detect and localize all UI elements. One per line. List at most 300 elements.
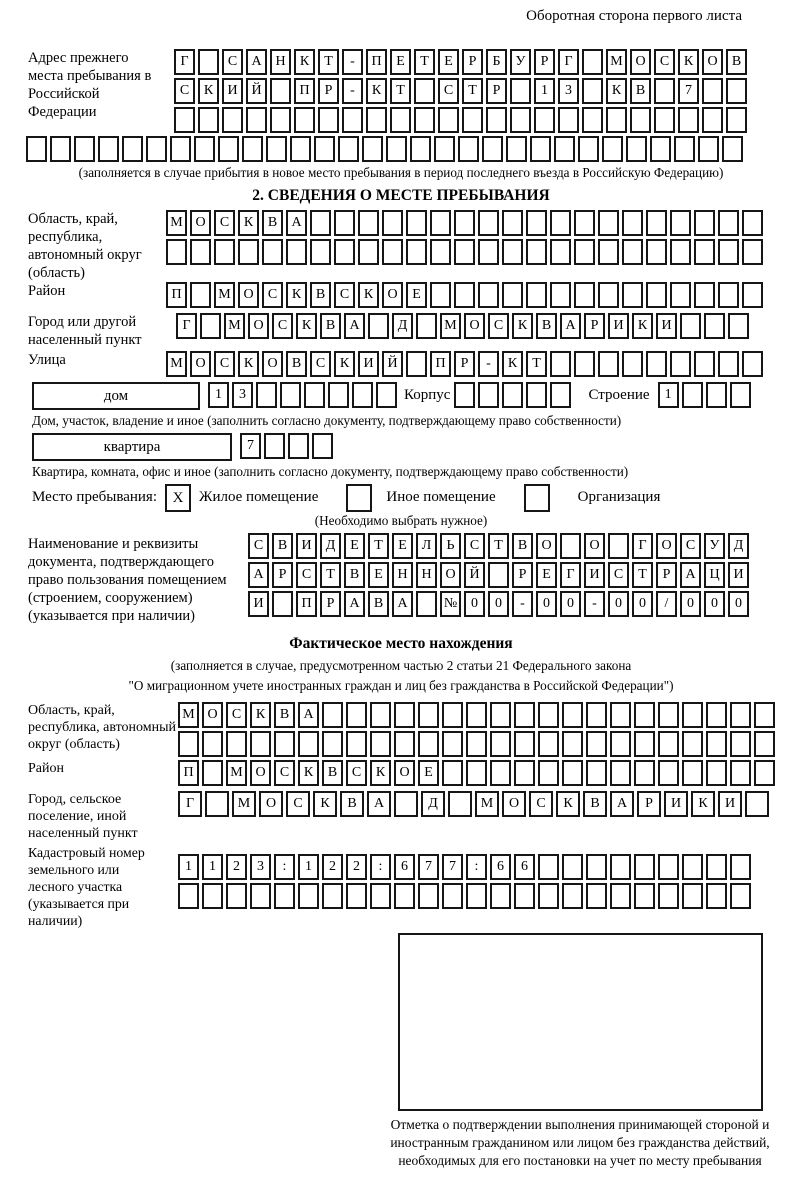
char-cell[interactable]: Р [318,78,339,104]
char-cell[interactable] [358,210,379,236]
char-cell[interactable]: П [296,591,317,617]
char-cell[interactable]: В [310,282,331,308]
char-cell[interactable] [502,382,523,408]
char-cell[interactable] [682,382,703,408]
char-cell[interactable]: О [259,791,283,817]
char-cell[interactable] [490,883,511,909]
char-cell[interactable] [670,210,691,236]
char-cell[interactable]: А [367,791,391,817]
char-cell[interactable] [730,731,751,757]
char-cell[interactable] [205,791,229,817]
char-cell[interactable]: Е [418,760,439,786]
char-cell[interactable] [754,702,775,728]
char-cell[interactable]: К [606,78,627,104]
char-cell[interactable]: К [286,282,307,308]
char-cell[interactable] [238,239,259,265]
char-cell[interactable] [482,136,503,162]
char-cell[interactable] [214,239,235,265]
char-cell[interactable]: К [502,351,523,377]
char-cell[interactable] [610,854,631,880]
char-cell[interactable]: Р [637,791,661,817]
char-cell[interactable]: 0 [608,591,629,617]
char-cell[interactable] [626,136,647,162]
char-cell[interactable]: П [294,78,315,104]
char-cell[interactable]: Д [392,313,413,339]
char-cell[interactable] [730,382,751,408]
char-cell[interactable]: Е [368,562,389,588]
char-cell[interactable]: М [606,49,627,75]
char-cell[interactable]: К [366,78,387,104]
char-cell[interactable] [634,854,655,880]
char-cell[interactable]: Р [584,313,605,339]
char-cell[interactable]: С [464,533,485,559]
char-cell[interactable]: Т [368,533,389,559]
char-cell[interactable]: 1 [208,382,229,408]
char-cell[interactable] [510,78,531,104]
char-cell[interactable] [194,136,215,162]
char-cell[interactable] [406,351,427,377]
char-cell[interactable]: К [512,313,533,339]
char-cell[interactable] [562,883,583,909]
char-cell[interactable] [654,78,675,104]
char-cell[interactable]: 6 [394,854,415,880]
char-cell[interactable] [414,78,435,104]
char-cell[interactable] [418,702,439,728]
char-cell[interactable]: В [272,533,293,559]
char-cell[interactable]: П [178,760,199,786]
char-cell[interactable]: М [178,702,199,728]
char-cell[interactable] [328,382,349,408]
char-cell[interactable] [376,382,397,408]
char-cell[interactable]: О [702,49,723,75]
char-cell[interactable]: : [370,854,391,880]
char-cell[interactable]: 2 [346,854,367,880]
char-cell[interactable] [514,883,535,909]
char-cell[interactable] [442,702,463,728]
char-cell[interactable]: С [222,49,243,75]
char-cell[interactable] [526,210,547,236]
char-cell[interactable] [174,107,195,133]
char-cell[interactable] [658,883,679,909]
char-cell[interactable] [728,313,749,339]
char-cell[interactable]: Й [246,78,267,104]
char-cell[interactable]: 0 [632,591,653,617]
char-cell[interactable]: 1 [658,382,679,408]
char-cell[interactable] [202,883,223,909]
char-cell[interactable] [694,351,715,377]
apartment-field-box[interactable]: квартира [32,433,232,461]
char-cell[interactable]: Д [320,533,341,559]
char-cell[interactable] [706,382,727,408]
char-cell[interactable]: К [678,49,699,75]
char-cell[interactable] [394,883,415,909]
char-cell[interactable] [50,136,71,162]
char-cell[interactable] [358,239,379,265]
char-cell[interactable]: С [529,791,553,817]
char-cell[interactable] [622,239,643,265]
char-cell[interactable] [394,791,418,817]
char-cell[interactable]: С [310,351,331,377]
char-cell[interactable] [562,760,583,786]
char-cell[interactable] [550,239,571,265]
char-cell[interactable]: Г [558,49,579,75]
char-cell[interactable]: А [344,313,365,339]
char-cell[interactable] [622,351,643,377]
char-cell[interactable]: И [222,78,243,104]
char-cell[interactable]: Л [416,533,437,559]
char-cell[interactable]: Г [174,49,195,75]
char-cell[interactable] [606,107,627,133]
char-cell[interactable]: И [248,591,269,617]
char-cell[interactable]: 3 [558,78,579,104]
char-cell[interactable]: Г [178,791,202,817]
char-cell[interactable] [414,107,435,133]
char-cell[interactable]: Е [344,533,365,559]
char-cell[interactable]: В [262,210,283,236]
char-cell[interactable]: Р [462,49,483,75]
char-cell[interactable] [170,136,191,162]
char-cell[interactable] [646,282,667,308]
char-cell[interactable]: У [704,533,725,559]
char-cell[interactable]: К [250,702,271,728]
char-cell[interactable] [706,702,727,728]
char-cell[interactable] [670,239,691,265]
char-cell[interactable] [490,731,511,757]
char-cell[interactable] [352,382,373,408]
char-cell[interactable]: Н [416,562,437,588]
char-cell[interactable] [654,107,675,133]
char-cell[interactable]: Г [176,313,197,339]
char-cell[interactable] [322,731,343,757]
char-cell[interactable]: 3 [232,382,253,408]
char-cell[interactable]: М [226,760,247,786]
char-cell[interactable] [658,702,679,728]
char-cell[interactable] [262,239,283,265]
char-cell[interactable] [558,107,579,133]
char-cell[interactable] [742,210,763,236]
char-cell[interactable]: О [536,533,557,559]
char-cell[interactable] [290,136,311,162]
char-cell[interactable]: Р [656,562,677,588]
char-cell[interactable]: У [510,49,531,75]
char-cell[interactable] [694,282,715,308]
char-cell[interactable]: 1 [202,854,223,880]
char-cell[interactable] [274,883,295,909]
char-cell[interactable] [658,731,679,757]
char-cell[interactable] [538,883,559,909]
char-cell[interactable] [246,107,267,133]
checkbox-organization[interactable] [524,484,550,512]
checkbox-other-premises[interactable] [346,484,372,512]
char-cell[interactable] [670,351,691,377]
char-cell[interactable] [410,136,431,162]
char-cell[interactable]: Й [464,562,485,588]
char-cell[interactable]: И [296,533,317,559]
char-cell[interactable] [646,210,667,236]
char-cell[interactable]: Т [414,49,435,75]
char-cell[interactable]: К [556,791,580,817]
char-cell[interactable]: : [274,854,295,880]
char-cell[interactable] [466,760,487,786]
char-cell[interactable] [74,136,95,162]
char-cell[interactable]: М [440,313,461,339]
char-cell[interactable]: М [475,791,499,817]
char-cell[interactable] [646,351,667,377]
char-cell[interactable]: Р [454,351,475,377]
char-cell[interactable] [550,351,571,377]
char-cell[interactable]: Р [272,562,293,588]
char-cell[interactable]: Т [632,562,653,588]
char-cell[interactable] [318,107,339,133]
char-cell[interactable]: А [344,591,365,617]
char-cell[interactable]: К [198,78,219,104]
char-cell[interactable]: 0 [704,591,725,617]
char-cell[interactable]: С [226,702,247,728]
char-cell[interactable] [704,313,725,339]
char-cell[interactable]: 0 [536,591,557,617]
char-cell[interactable]: Т [390,78,411,104]
char-cell[interactable] [342,107,363,133]
char-cell[interactable]: М [232,791,256,817]
char-cell[interactable] [226,731,247,757]
char-cell[interactable] [264,433,285,459]
char-cell[interactable]: 1 [298,854,319,880]
char-cell[interactable] [682,702,703,728]
char-cell[interactable] [478,239,499,265]
char-cell[interactable] [598,282,619,308]
char-cell[interactable]: С [248,533,269,559]
char-cell[interactable] [610,702,631,728]
char-cell[interactable] [698,136,719,162]
char-cell[interactable] [286,239,307,265]
char-cell[interactable]: Р [512,562,533,588]
char-cell[interactable]: О [464,313,485,339]
char-cell[interactable]: Т [488,533,509,559]
char-cell[interactable] [438,107,459,133]
char-cell[interactable] [466,883,487,909]
char-cell[interactable]: С [274,760,295,786]
char-cell[interactable]: В [322,760,343,786]
char-cell[interactable]: Е [536,562,557,588]
char-cell[interactable]: С [438,78,459,104]
char-cell[interactable] [490,702,511,728]
char-cell[interactable]: И [584,562,605,588]
char-cell[interactable]: 6 [490,854,511,880]
char-cell[interactable]: Е [392,533,413,559]
char-cell[interactable] [458,136,479,162]
char-cell[interactable] [560,533,581,559]
char-cell[interactable]: А [392,591,413,617]
char-cell[interactable]: А [560,313,581,339]
char-cell[interactable]: С [334,282,355,308]
char-cell[interactable] [610,731,631,757]
char-cell[interactable]: 7 [418,854,439,880]
char-cell[interactable]: 2 [226,854,247,880]
char-cell[interactable] [702,78,723,104]
char-cell[interactable] [430,282,451,308]
char-cell[interactable]: П [430,351,451,377]
char-cell[interactable] [718,239,739,265]
char-cell[interactable] [722,136,743,162]
char-cell[interactable]: С [680,533,701,559]
char-cell[interactable]: И [728,562,749,588]
char-cell[interactable] [694,239,715,265]
char-cell[interactable] [454,210,475,236]
char-cell[interactable] [718,351,739,377]
char-cell[interactable] [730,702,751,728]
char-cell[interactable]: К [298,760,319,786]
char-cell[interactable]: О [248,313,269,339]
char-cell[interactable] [730,883,751,909]
char-cell[interactable] [694,210,715,236]
char-cell[interactable] [270,107,291,133]
char-cell[interactable] [646,239,667,265]
char-cell[interactable] [346,731,367,757]
char-cell[interactable] [416,313,437,339]
char-cell[interactable] [562,702,583,728]
char-cell[interactable] [478,210,499,236]
char-cell[interactable] [478,382,499,408]
char-cell[interactable] [122,136,143,162]
char-cell[interactable] [678,107,699,133]
char-cell[interactable] [680,313,701,339]
char-cell[interactable] [582,78,603,104]
char-cell[interactable] [490,760,511,786]
char-cell[interactable] [514,702,535,728]
char-cell[interactable]: Т [526,351,547,377]
char-cell[interactable] [310,210,331,236]
char-cell[interactable] [218,136,239,162]
char-cell[interactable]: Н [392,562,413,588]
char-cell[interactable] [582,49,603,75]
char-cell[interactable] [574,351,595,377]
char-cell[interactable]: № [440,591,461,617]
char-cell[interactable]: - [342,49,363,75]
char-cell[interactable]: С [488,313,509,339]
char-cell[interactable]: А [248,562,269,588]
char-cell[interactable] [178,883,199,909]
char-cell[interactable]: 2 [322,854,343,880]
char-cell[interactable] [718,282,739,308]
char-cell[interactable] [466,731,487,757]
char-cell[interactable] [430,239,451,265]
char-cell[interactable] [650,136,671,162]
char-cell[interactable]: 1 [534,78,555,104]
char-cell[interactable] [550,210,571,236]
char-cell[interactable]: 0 [488,591,509,617]
char-cell[interactable] [448,791,472,817]
char-cell[interactable]: И [718,791,742,817]
char-cell[interactable]: Б [486,49,507,75]
char-cell[interactable]: О [630,49,651,75]
char-cell[interactable]: 6 [514,854,535,880]
char-cell[interactable] [730,760,751,786]
char-cell[interactable] [454,239,475,265]
char-cell[interactable] [386,136,407,162]
char-cell[interactable]: В [630,78,651,104]
char-cell[interactable] [442,760,463,786]
char-cell[interactable]: А [680,562,701,588]
char-cell[interactable]: : [466,854,487,880]
char-cell[interactable]: С [286,791,310,817]
char-cell[interactable] [314,136,335,162]
char-cell[interactable]: В [536,313,557,339]
char-cell[interactable] [562,854,583,880]
char-cell[interactable] [178,731,199,757]
char-cell[interactable]: О [202,702,223,728]
char-cell[interactable] [502,210,523,236]
checkbox-residential[interactable]: X [165,484,191,512]
char-cell[interactable]: К [632,313,653,339]
char-cell[interactable] [338,136,359,162]
char-cell[interactable] [550,282,571,308]
char-cell[interactable] [442,883,463,909]
char-cell[interactable]: В [512,533,533,559]
char-cell[interactable]: Д [421,791,445,817]
char-cell[interactable]: Т [320,562,341,588]
char-cell[interactable] [418,883,439,909]
char-cell[interactable] [454,282,475,308]
char-cell[interactable] [430,210,451,236]
char-cell[interactable] [622,282,643,308]
char-cell[interactable] [198,49,219,75]
char-cell[interactable]: А [246,49,267,75]
char-cell[interactable] [538,760,559,786]
char-cell[interactable]: - [584,591,605,617]
char-cell[interactable] [706,883,727,909]
char-cell[interactable]: Р [320,591,341,617]
char-cell[interactable] [506,136,527,162]
char-cell[interactable] [608,533,629,559]
char-cell[interactable] [726,78,747,104]
char-cell[interactable]: Ь [440,533,461,559]
char-cell[interactable]: А [610,791,634,817]
char-cell[interactable]: С [214,210,235,236]
char-cell[interactable] [718,210,739,236]
char-cell[interactable]: А [298,702,319,728]
char-cell[interactable]: / [656,591,677,617]
char-cell[interactable] [658,760,679,786]
char-cell[interactable] [346,702,367,728]
char-cell[interactable]: М [166,351,187,377]
char-cell[interactable] [610,760,631,786]
char-cell[interactable]: К [238,351,259,377]
char-cell[interactable] [754,731,775,757]
char-cell[interactable]: О [382,282,403,308]
char-cell[interactable] [294,107,315,133]
char-cell[interactable]: В [340,791,364,817]
char-cell[interactable]: К [294,49,315,75]
char-cell[interactable] [462,107,483,133]
char-cell[interactable]: П [366,49,387,75]
char-cell[interactable]: 0 [560,591,581,617]
char-cell[interactable] [726,107,747,133]
char-cell[interactable] [634,702,655,728]
char-cell[interactable] [26,136,47,162]
char-cell[interactable]: О [656,533,677,559]
char-cell[interactable] [280,382,301,408]
char-cell[interactable] [466,702,487,728]
char-cell[interactable] [742,239,763,265]
char-cell[interactable] [394,731,415,757]
char-cell[interactable]: С [262,282,283,308]
char-cell[interactable]: Н [270,49,291,75]
char-cell[interactable]: 7 [442,854,463,880]
char-cell[interactable] [706,760,727,786]
char-cell[interactable]: В [286,351,307,377]
char-cell[interactable] [702,107,723,133]
char-cell[interactable] [526,282,547,308]
